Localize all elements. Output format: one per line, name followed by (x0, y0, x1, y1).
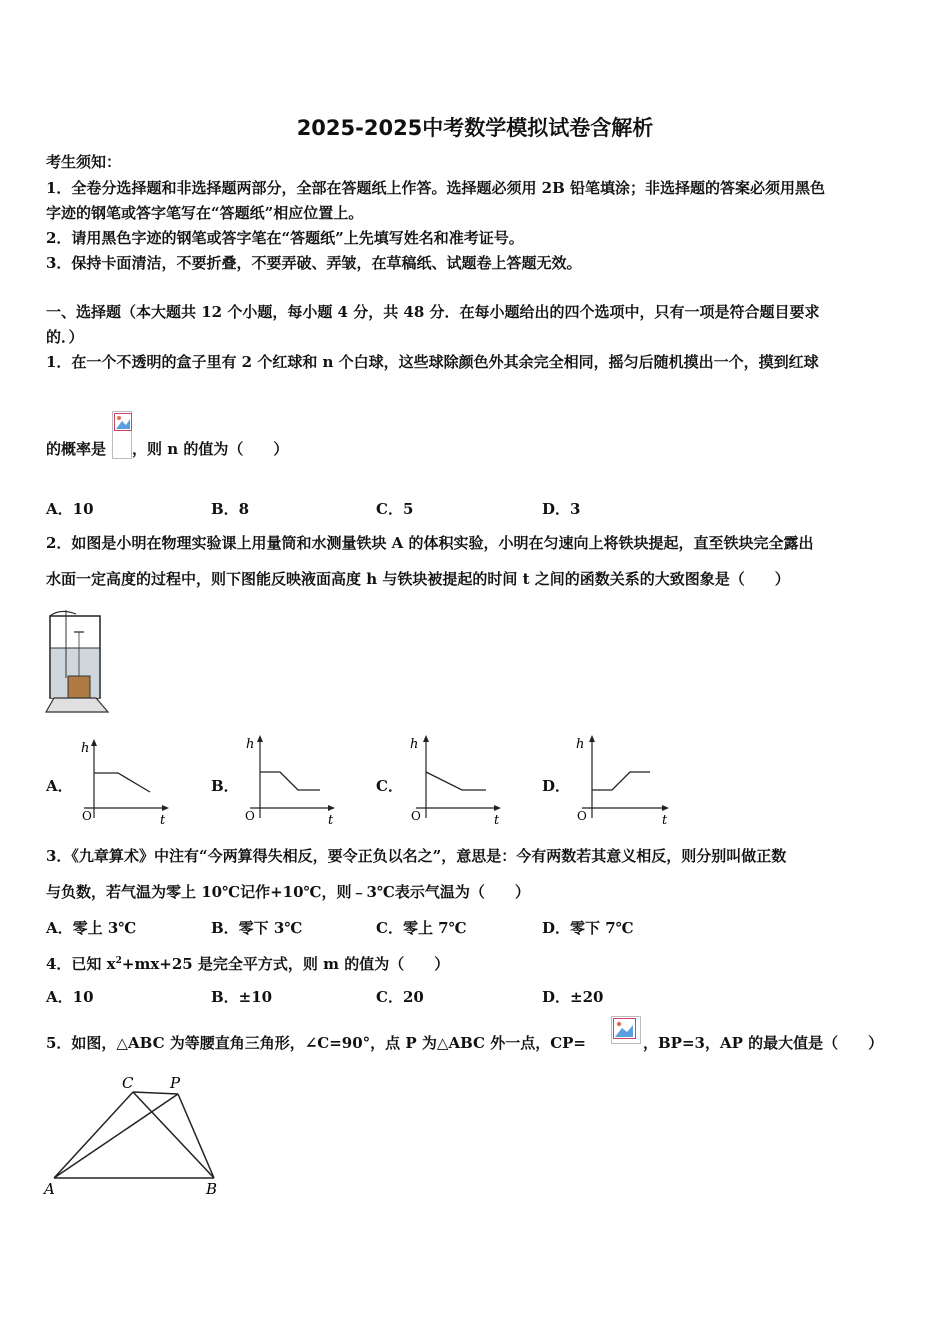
axis-h-label: h (576, 737, 585, 752)
question-3-line-2: 与负数，若气温为零上 10℃记作+10℃，则﹣3℃表示气温为（ ） (46, 883, 530, 901)
question-2-line-1: 2．如图是小明在物理实验课上用量筒和水测量铁块 A 的体积实验，小明在匀速向上将铁块提起，直至铁块完全露出 (46, 534, 814, 552)
q4-option-d[interactable]: D．±20 (542, 988, 604, 1006)
axis-h-label: h (246, 737, 255, 752)
q3-option-a[interactable]: A．零上 3℃ (46, 919, 137, 937)
q1-option-c[interactable]: C．5 (376, 500, 414, 518)
cylinder-figure (44, 608, 114, 718)
q3-option-c[interactable]: C．零上 7℃ (376, 919, 467, 937)
axis-h-label: h (410, 737, 419, 752)
q4-option-a[interactable]: A．10 (46, 988, 94, 1006)
label-c: C (122, 1074, 134, 1092)
q2-option-c[interactable]: C． (376, 777, 403, 795)
question-4-exponent: 2 (115, 956, 122, 966)
q2-option-b[interactable]: B． (211, 777, 239, 795)
q1-option-b[interactable]: B．8 (211, 500, 250, 518)
notice-line-3: 3．保持卡面清洁，不要折叠，不要弄破、弄皱，在草稿纸、试题卷上答题无效。 (46, 254, 582, 272)
axis-t-label: t (160, 813, 166, 826)
question-1-line-2a: 的概率是 (46, 440, 107, 458)
q2-graph-c (406, 732, 502, 826)
label-p: P (170, 1074, 181, 1092)
broken-image-icon (613, 1018, 637, 1040)
question-3-line-1: 3．《九章算术》中注有“今两算得失相反，要令正负以名之”，意思是：今有两数若其意义相反，则分别叫做正数 (46, 847, 787, 865)
question-4 (46, 951, 449, 974)
q2-graph-d (572, 732, 672, 826)
cp-value-image-placeholder (611, 1016, 641, 1044)
label-a: A (44, 1180, 55, 1198)
axis-t-label: t (662, 813, 668, 826)
q2-graph-a (74, 736, 170, 826)
label-b: B (206, 1180, 218, 1198)
broken-image-icon (114, 413, 132, 431)
q2-graph-b (240, 732, 336, 826)
axis-t-label: t (494, 813, 500, 826)
question-2-line-2: 水面一定高度的过程中，则下图能反映液面高度 h 与铁块被提起的时间 t 之间的函数关系的大致图象是（ ） (46, 570, 790, 588)
question-1-line-2b: ，则 n 的值为（ ） (132, 440, 289, 458)
origin-label: O (82, 809, 92, 823)
question-4-post: +mx+25 是完全平方式，则 m 的值为（ ） (121, 955, 450, 973)
notice-heading: 考生须知： (46, 153, 122, 171)
question-5-pre: 5．如图，△ABC 为等腰直角三角形，∠C=90°，点 P 为△ABC 外一点，CP= (46, 1034, 586, 1052)
origin-label: O (411, 809, 421, 823)
q3-option-b[interactable]: B．零下 3℃ (211, 919, 303, 937)
page-title: 2025-2025中考数学模拟试卷含解析 (296, 116, 654, 140)
triangle-figure (40, 1072, 226, 1200)
q1-option-d[interactable]: D．3 (542, 500, 581, 518)
section-heading-cont: 的．） (46, 328, 84, 346)
section-heading: 一、选择题（本大题共 12 个小题，每小题 4 分，共 48 分．在每小题给出的四个选项中，只有一项是符合题目要求 (46, 303, 820, 321)
notice-line-1: 1．全卷分选择题和非选择题两部分，全部在答题纸上作答。选择题必须用 2B 铅笔填涂；非选择题的答案必须用黑色 (46, 179, 826, 197)
origin-label: O (245, 809, 255, 823)
q3-option-d[interactable]: D．零下 7℃ (542, 919, 634, 937)
q4-option-c[interactable]: C．20 (376, 988, 424, 1006)
notice-line-2: 2．请用黑色字迹的钢笔或答字笔在“答题纸”上先填写姓名和准考证号。 (46, 229, 524, 247)
q2-option-a[interactable]: A． (46, 777, 73, 795)
question-5-post: ，BP=3，AP 的最大值是（ ） (643, 1034, 884, 1052)
question-4-pre: 4．已知 x (46, 955, 116, 973)
origin-label: O (577, 809, 587, 823)
q4-option-b[interactable]: B．±10 (211, 988, 273, 1006)
axis-h-label: h (81, 741, 90, 756)
axis-t-label: t (328, 813, 334, 826)
q2-option-d[interactable]: D． (542, 777, 571, 795)
q1-option-a[interactable]: A．10 (46, 500, 94, 518)
notice-line-1-cont: 字迹的钢笔或答字笔写在“答题纸”相应位置上。 (46, 204, 364, 222)
fraction-image-placeholder (112, 411, 132, 459)
question-1-line-1: 1．在一个不透明的盒子里有 2 个红球和 n 个白球，这些球除颜色外其余完全相同，摇匀后随机摸出一个，摸到红球 (46, 353, 819, 371)
